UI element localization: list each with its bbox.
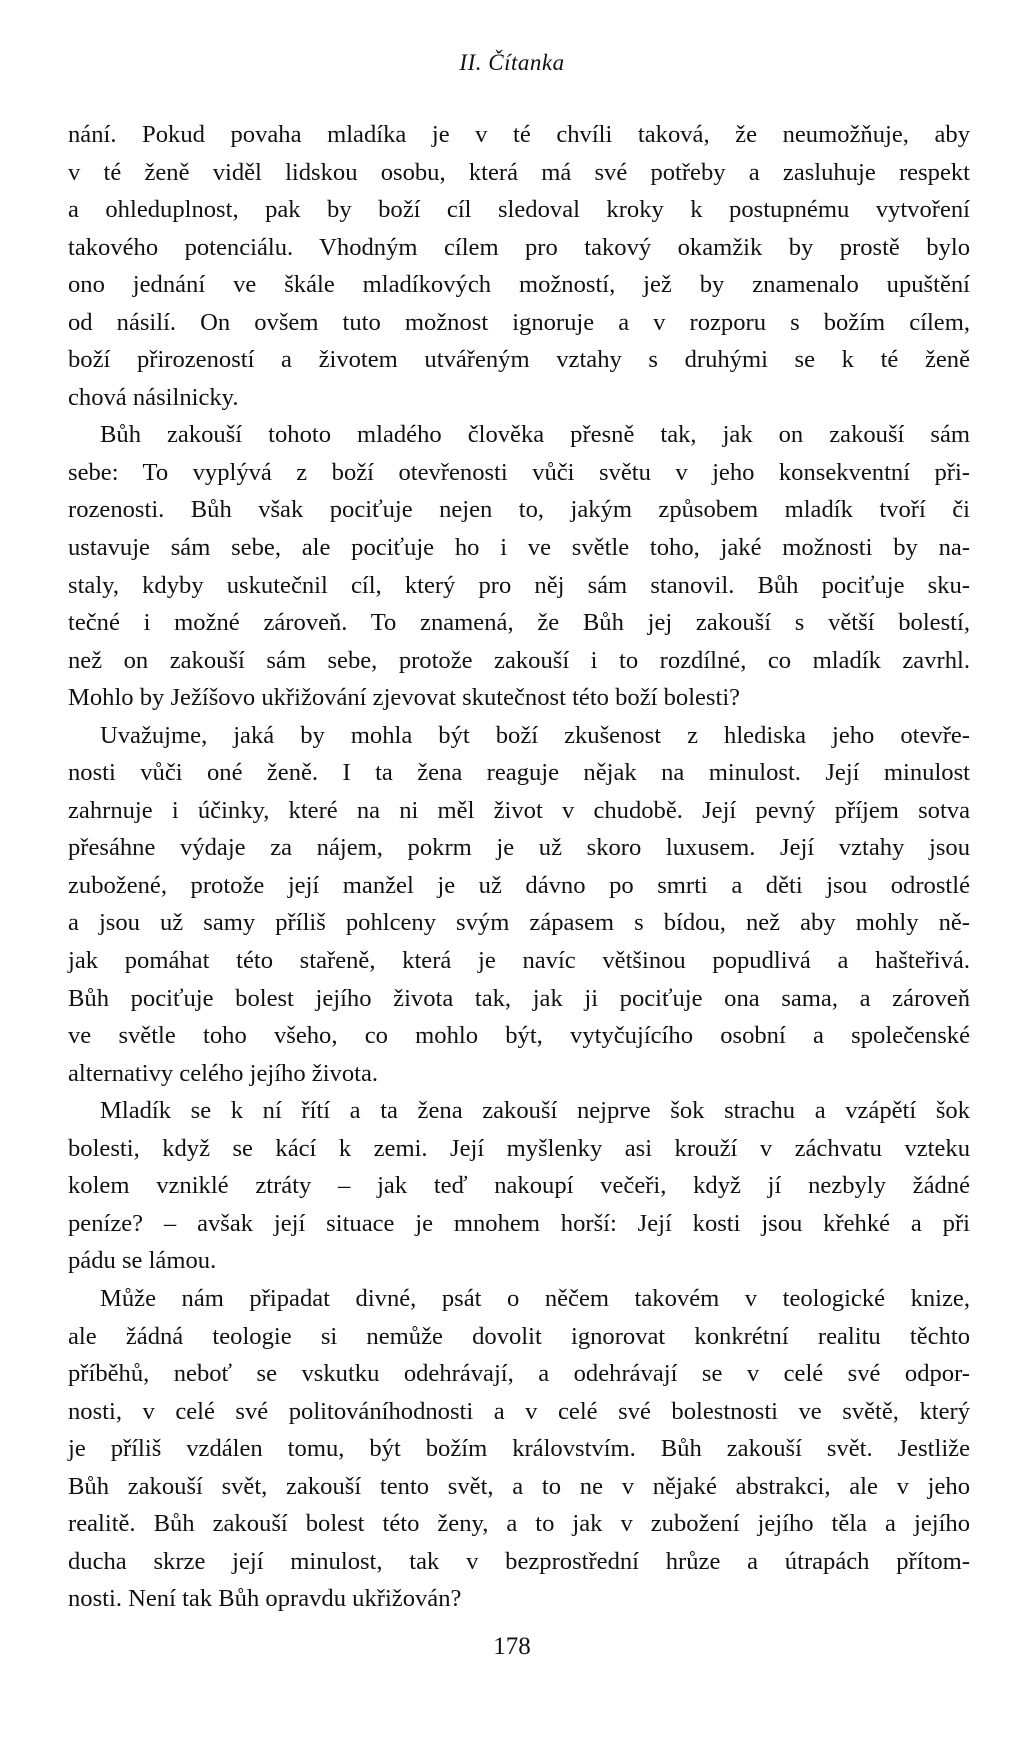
text-line: Mladík se k ní řítí a ta žena zakouší nejprve šok strachu a vzápětí šok	[100, 1097, 970, 1125]
paragraph-2	[68, 416, 970, 716]
text-line: jak pomáhat této stařeně, která je navíc většinou popudlivá a hašteřivá.	[68, 947, 970, 975]
text-line: je příliš vzdálen tomu, být božím královstvím. Bůh zakouší svět. Jestliže	[68, 1435, 970, 1463]
text-line: příběhů, neboť se vskutku odehrávají, a odehrávají se v celé své odpor-	[68, 1360, 970, 1388]
text-line: ale žádná teologie si nemůže dovolit ignorovat konkrétní realitu těchto	[68, 1322, 970, 1350]
text-line: sebe: To vyplývá z boží otevřenosti vůči světu v jeho konsekventní při-	[68, 458, 970, 486]
text-line: Mohlo by Ježíšovo ukřižování zjevovat skutečnost této boží bolesti?	[68, 684, 741, 712]
text-line: Bůh pociťuje bolest jejího života tak, jak ji pociťuje ona sama, a zároveň	[68, 984, 970, 1012]
text-line: ve světle toho všeho, co mohlo být, vytyčujícího osobní a společenské	[68, 1022, 970, 1050]
text-line: nání. Pokud povaha mladíka je v té chvíli taková, že neumožňuje, aby	[68, 121, 970, 148]
text-line: a ohleduplnost, pak by boží cíl sledoval kroky k postupnému vytvoření	[68, 196, 970, 224]
paragraph-4	[68, 1092, 970, 1280]
text-line: než on zakouší sám sebe, protože zakouší i to rozdílné, co mladík zavrhl.	[68, 646, 970, 674]
running-header: II. Čítanka	[459, 50, 565, 75]
text-line: chová násilnicky.	[68, 383, 239, 411]
text-line: Bůh zakouší svět, zakouší tento svět, a to ne v nějaké abstrakci, ale v jeho	[68, 1472, 970, 1500]
text-line: nosti vůči oné ženě. I ta žena reaguje nějak na minulost. Její minulost	[68, 759, 970, 787]
paragraph-1	[68, 116, 970, 416]
text-line: a jsou už samy příliš pohlceny svým zápasem s bídou, než aby mohly ně-	[68, 909, 970, 937]
text-line: peníze? – avšak její situace je mnohem horší: Její kosti jsou křehké a při	[68, 1209, 970, 1237]
text-line: pádu se lámou.	[68, 1247, 217, 1275]
text-line: kolem vzniklé ztráty – jak teď nakoupí večeři, když jí nezbyly žádné	[68, 1172, 970, 1200]
text-line: od násilí. On ovšem tuto možnost ignoruje a v rozporu s božím cílem,	[68, 308, 970, 336]
text-line: staly, kdyby uskutečnil cíl, který pro něj sám stanovil. Bůh pociťuje sku-	[68, 571, 970, 599]
text-line: přesáhne výdaje za nájem, pokrm je už skoro luxusem. Její vztahy jsou	[68, 834, 970, 862]
paragraph-5	[68, 1280, 970, 1618]
text-line: tečné i možné zároveň. To znamená, že Bůh jej zakouší s větší bolestí,	[68, 609, 970, 637]
text-line: Může nám připadat divné, psát o něčem takovém v teologické knize,	[100, 1284, 970, 1312]
body-text	[68, 116, 970, 1618]
text-line: v té ženě viděl lidskou osobu, která má své potřeby a zasluhuje respekt	[68, 158, 970, 186]
text-line: realitě. Bůh zakouší bolest této ženy, a to jak v zubožení jejího těla a jejího	[68, 1510, 970, 1538]
text-line: alternativy celého jejího života.	[68, 1059, 379, 1087]
text-line: nosti. Není tak Bůh opravdu ukřižován?	[68, 1585, 462, 1613]
page-number: 178	[493, 1633, 531, 1660]
text-line: ducha skrze její minulost, tak v bezprostřední hrůze a útrapách přítom-	[68, 1547, 970, 1575]
text-line: ono jednání ve škále mladíkových možností, jež by znamenalo upuštění	[68, 271, 970, 299]
text-line: takového potenciálu. Vhodným cílem pro takový okamžik by prostě bylo	[68, 233, 970, 261]
text-line: boží přirozeností a životem utvářeným vztahy s druhými se k té ženě	[68, 346, 970, 374]
text-line: ustavuje sám sebe, ale pociťuje ho i ve světle toho, jaké možnosti by na-	[68, 534, 970, 562]
text-line: nosti, v celé své politováníhodnosti a v celé své bolestnosti ve světě, který	[68, 1397, 970, 1425]
text-line: Bůh zakouší tohoto mladého člověka přesně tak, jak on zakouší sám	[100, 421, 970, 449]
paragraph-3	[68, 717, 970, 1092]
text-line: rozenosti. Bůh však pociťuje nejen to, jakým způsobem mladík tvoří či	[68, 496, 970, 524]
text-line: zubožené, protože její manžel je už dávno po smrti a děti jsou odrostlé	[68, 871, 970, 899]
text-line: bolesti, když se kácí k zemi. Její myšlenky asi krouží v záchvatu vzteku	[68, 1134, 970, 1162]
text-line: zahrnuje i účinky, které na ni měl život v chudobě. Její pevný příjem sotva	[68, 796, 970, 824]
text-line: Uvažujme, jaká by mohla být boží zkušenost z hlediska jeho otevře-	[100, 721, 970, 749]
